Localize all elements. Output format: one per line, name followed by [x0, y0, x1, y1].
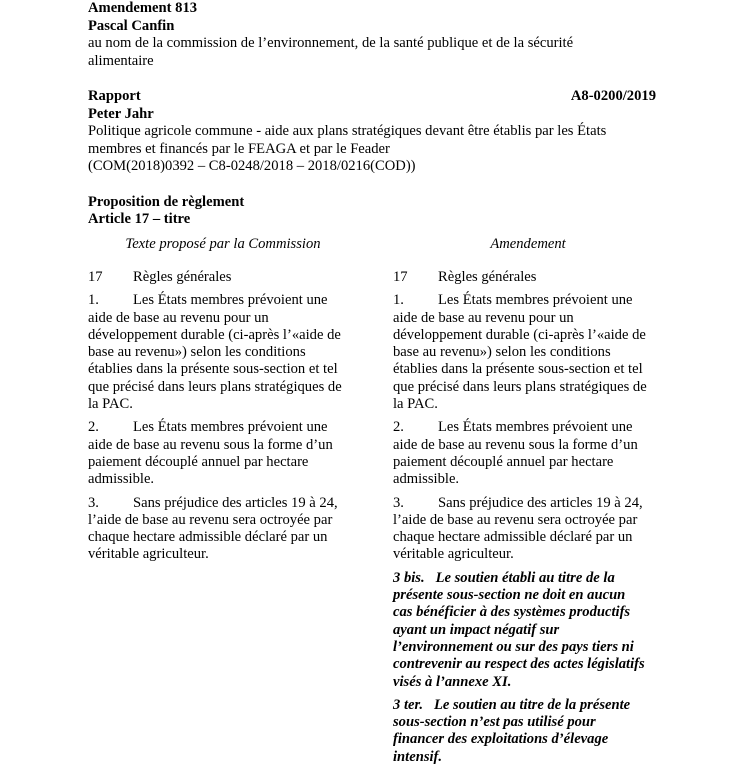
- committee-line-2: alimentaire: [88, 52, 154, 69]
- report-label: Rapport: [88, 88, 141, 104]
- commission-paragraph-3: 3. Sans préjudice des articles 19 à 24, l’aide de base au revenu sera octroyée par chaque hectare admissible déclaré par un véritable agriculteur.: [88, 494, 338, 563]
- commission-heading: 17 Règles générales: [88, 269, 232, 285]
- article-reference: Article 17 – titre: [88, 211, 191, 227]
- commission-paragraph-2: 2. Les États membres prévoient une aide de base au revenu sous la forme d’un paiement découplé annuel par hectare admissible.: [88, 419, 333, 488]
- report-title-line-2: membres et financés par le FEAGA et par le Feader: [88, 140, 390, 157]
- committee-line-1: au nom de la commission de l’environnement, de la santé publique et de la sécurité: [88, 35, 574, 51]
- amendment-paragraph-3-bis: 3 bis. Le soutien établi au titre de la présente sous-section ne doit en aucun cas bénéficier à des systèmes productifs ayant un impact négatif sur l’environnement ou sur des pays tiers ni contrevenir au respect des actes législatifs visés à l’annexe XI.: [393, 569, 645, 690]
- commission-column: [88, 236, 358, 570]
- report-reference: A8-0200/2019: [570, 88, 656, 104]
- report-title-line-3: (COM(2018)0392 – C8-0248/2018 – 2018/0216(COD)): [88, 158, 416, 174]
- amendment-paragraph-2: 2. Les États membres prévoient une aide de base au revenu sous la forme d’un paiement découplé annuel par hectare admissible.: [393, 419, 638, 488]
- commission-paragraph-1: 1. Les États membres prévoient une aide de base au revenu pour un développement durable (ci-après l’«aide de base au revenu») selon les conditions établies dans la présente sous-section et tel que précisé dans leurs plans stratégiques de la PAC.: [88, 292, 342, 413]
- amendment-number: Amendement 813: [88, 0, 198, 16]
- amendment-paragraph-3: 3. Sans préjudice des articles 19 à 24, l’aide de base au revenu sera octroyée par chaque hectare admissible déclaré par un véritable agriculteur.: [393, 494, 643, 563]
- report-row: [88, 88, 658, 106]
- amendment-paragraph-1: 1. Les États membres prévoient une aide de base au revenu pour un développement durable (ci-après l’«aide de base au revenu») selon les conditions établies dans la présente sous-section et tel que précisé dans leurs plans stratégiques de la PAC.: [393, 292, 647, 413]
- amendment-heading: 17 Règles générales: [393, 269, 537, 285]
- amendment-column-heading: Amendement: [490, 236, 566, 252]
- commission-column-heading: Texte proposé par la Commission: [125, 236, 321, 252]
- amendment-paragraph-3-ter: 3 ter. Le soutien au titre de la présente sous-section n’est pas utilisé pour financer des exploitations d’élevage intensif.: [393, 696, 631, 765]
- amendment-author: Pascal Canfin: [88, 17, 175, 34]
- report-title-line-1: Politique agricole commune - aide aux plans stratégiques devant être établis par les États: [88, 123, 607, 139]
- document-header: [88, 0, 658, 229]
- amendment-column: [393, 236, 663, 772]
- rapporteur: Peter Jahr: [88, 105, 154, 122]
- proposal-label: Proposition de règlement: [88, 193, 245, 210]
